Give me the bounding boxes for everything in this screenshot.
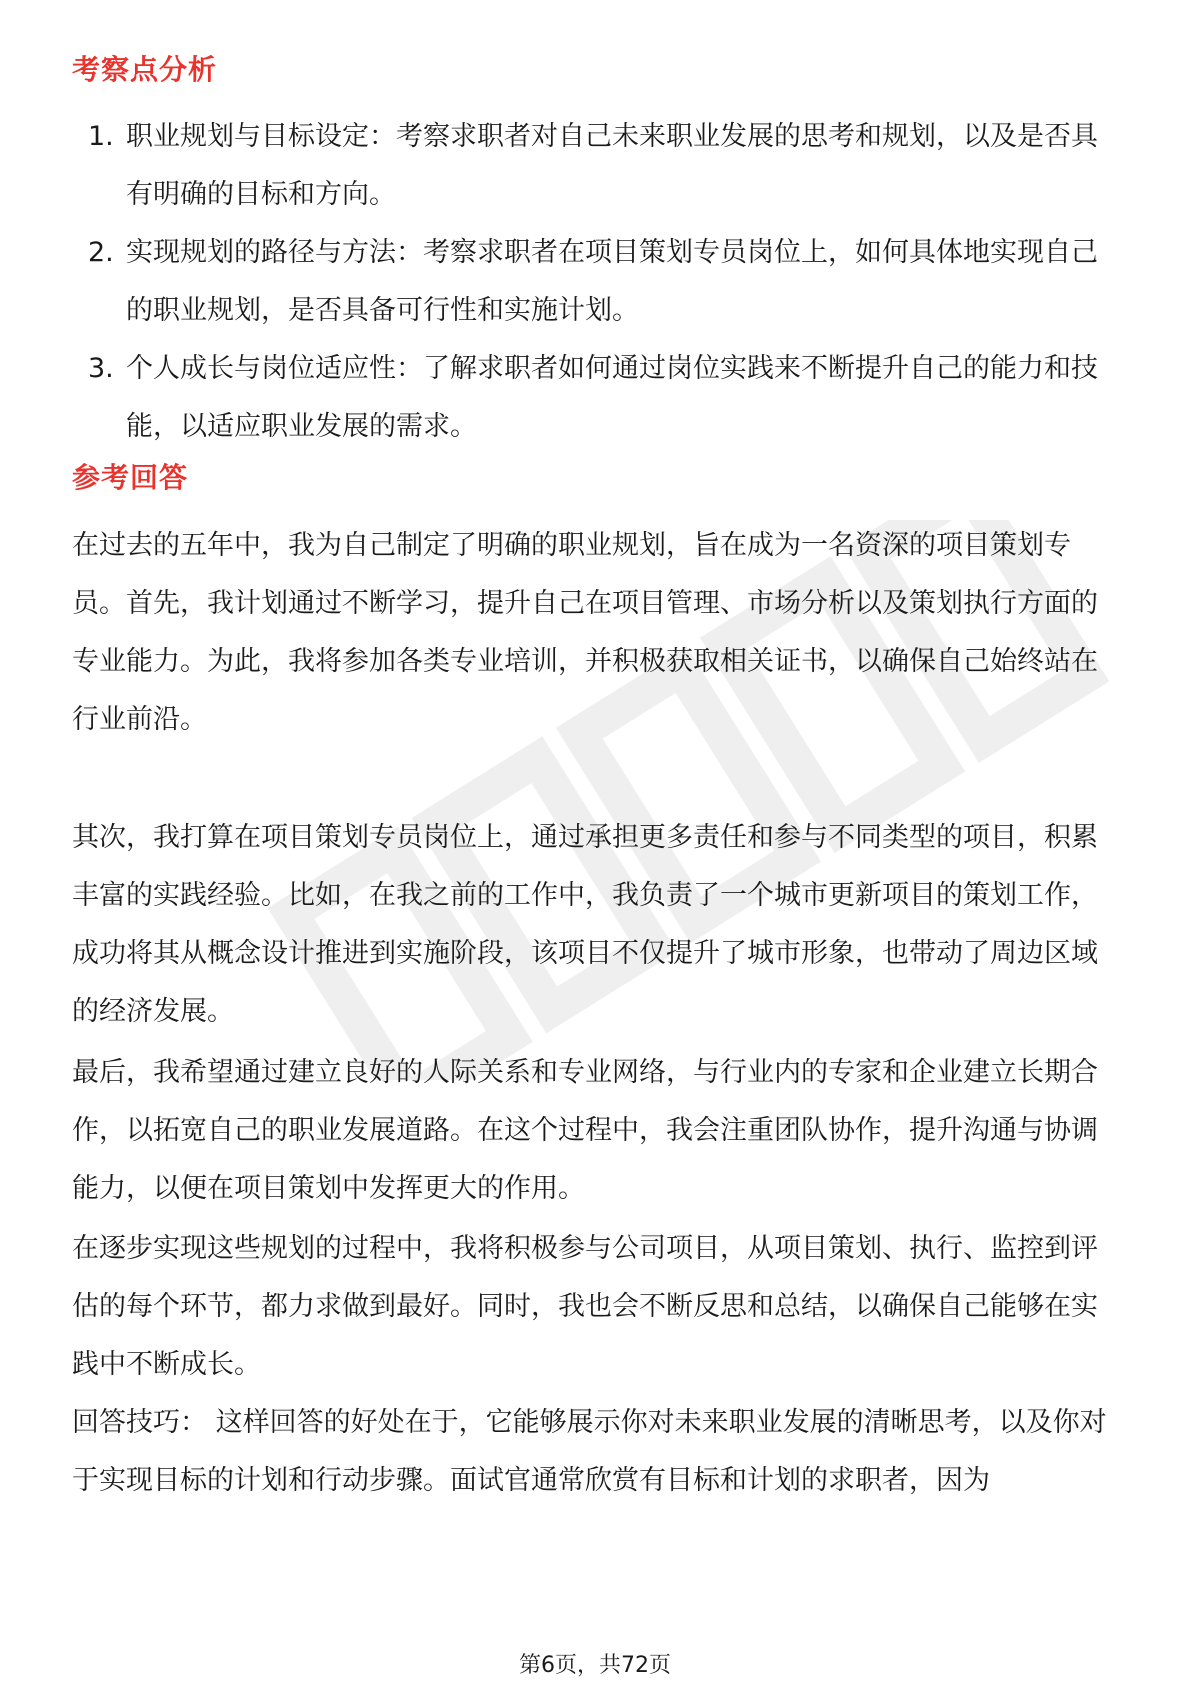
answer-paragraph-3: 最后，我希望通过建立良好的人际关系和专业网络，与行业内的专家和企业建立长期合作，以拓宽自己的职业发展道路。在这个过程中，我会注重团队协作，提升沟通与协调能力，以便在项目策划中发挥更大的作用。 [72, 1057, 1098, 1204]
analysis-item-1 [88, 108, 1118, 224]
analysis-item-2 [88, 224, 1118, 340]
answer-paragraph-1: 在过去的五年中，我为自己制定了明确的职业规划，旨在成为一名资深的项目策划专员。首先，我计划通过不断学习，提升自己在项目管理、市场分析以及策划执行方面的专业能力。为此，我将参加各类专业培训，并积极获取相关证书，以确保自己始终站在行业前沿。 [72, 530, 1098, 735]
page-number-footer: 第6页，共72页 [519, 1653, 671, 1678]
answer-paragraph-4: 在逐步实现这些规划的过程中，我将积极参与公司项目，从项目策划、执行、监控到评估的每个环节，都力求做到最好。同时，我也会不断反思和总结，以确保自己能够在实践中不断成长。 [72, 1233, 1098, 1380]
list-number: 2. [88, 237, 114, 268]
answer-paragraph-2: 其次，我打算在项目策划专员岗位上，通过承担更多责任和参与不同类型的项目，积累丰富的实践经验。比如，在我之前的工作中，我负责了一个城市更新项目的策划工作，成功将其从概念设计推进到实施阶段，该项目不仅提升了城市形象，也带动了周边区域的经济发展。 [72, 822, 1098, 1027]
answer-section-title: 参考回答 [72, 461, 189, 494]
analysis-section-title: 考察点分析 [72, 53, 218, 86]
list-number: 3. [88, 353, 114, 384]
list-number: 1. [88, 121, 114, 152]
list-item-text: 实现规划的路径与方法：考察求职者在项目策划专员岗位上，如何具体地实现自己的职业规划，是否具备可行性和实施计划。 [126, 237, 1098, 326]
list-item-text: 职业规划与目标设定：考察求职者对自己未来职业发展的思考和规划，以及是否具有明确的目标和方向。 [126, 121, 1098, 210]
analysis-item-3 [88, 340, 1118, 456]
list-item-text: 个人成长与岗位适应性：了解求职者如何通过岗位实践来不断提升自己的能力和技能，以适应职业发展的需求。 [126, 353, 1098, 442]
answer-tips-paragraph: 回答技巧： 这样回答的好处在于，它能够展示你对未来职业发展的清晰思考，以及你对于实现目标的计划和行动步骤。面试官通常欣赏有目标和计划的求职者，因为 [72, 1407, 1107, 1496]
